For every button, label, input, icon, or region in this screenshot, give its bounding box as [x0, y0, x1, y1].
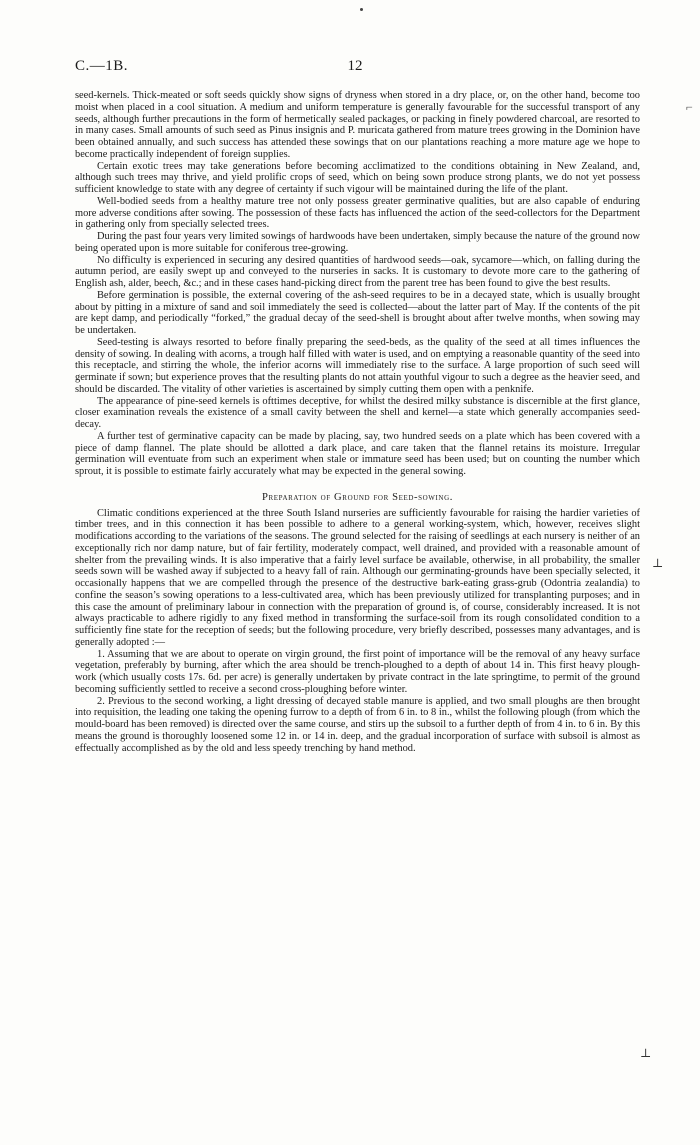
body-text — [75, 90, 640, 754]
margin-mark: ⌐ — [686, 100, 693, 114]
paragraph: No difficulty is experienced in securing any desired quantities of hardwood seeds—oak, sycamore—which, on falling during the autumn period, are easily swept up and conveyed to the nurseries in sacks. It is customary to devote more care to the gathering of English ash, alder, beech, &c.; and in these cases hand-picking direct from the parent tree has been found to give the best results. — [75, 254, 640, 289]
document-reference: C.—1B. — [75, 58, 129, 74]
margin-mark: ⊥ — [652, 556, 664, 570]
paragraph: Before germination is possible, the external covering of the ash-seed requires to be in a decayed state, which is usually brought about by pitting in a mixture of sand and soil immediately the seed is collected—about the latter part of May. If the contents of the pit are kept damp, and periodically “forked,” the gradual decay of the seed-shell is brought about after twelve months, when sowing may be undertaken. — [75, 289, 640, 336]
paragraph: A further test of germinative capacity can be made by placing, say, two hundred seeds on a plate which has been covered with a piece of damp flannel. The plate should be allotted a dark place, and care taken that the flannel retains its moisture. Irregular germination will eventuate from such an experiment when stale or immature seed has been used; but on counting the number which sprout, it is possible to estimate fairly accurately what may be expected in the general sowing. — [75, 430, 640, 477]
paragraph: Seed-testing is always resorted to before finally preparing the seed-beds, as the quality of the seed at all times influences the density of sowing. In dealing with acorns, a trough half filled with water is used, and on emptying a reasonable quantity of the seed into this receptacle, and stirring the whole, the inferior acorns will immediately rise to the surface. A large proportion of such seed will germinate if sown; but experience proves that the resulting plants do not attain youthful vigour to such a degree as the heavier seed, and should be discarded. The vitality of other varieties is ascertained by simply cutting them open with a penknife. — [75, 336, 640, 395]
scan-speck — [360, 8, 363, 11]
paragraph: Climatic conditions experienced at the three South Island nurseries are sufficiently favourable for raising the hardier varieties of timber trees, and in this connection it has been possible to adhere to a general working-system, which, however, receives slight modifications according to the variations of the seasons. The ground selected for the raising of seedlings at each nursery is neither of an exceptionally rich nor damp nature, but of fair fertility, moderately compact, well drained, and provided with a reasonable amount of shelter from the prevailing winds. It is also imperative that a fairly level surface be available, otherwise, in all probability, the smaller seeds sown will be washed away if subjected to a heavy fall of rain. Although our germinating-grounds have been specially selected, it occasionally happens that we are compelled through the presence of the destructive bark-eating grass-grub (Odontria zealandia) to confine the season’s sowing operations to a less-cultivated area, which has been previously utilized for transplanting purposes; and in this case the amount of preliminary labour in connection with the preparation of ground is, of course, considerably increased. It is not always practicable to adhere rigidly to any fixed method in transforming the surface-soil from its rough consolidated condition to a sufficiently fine state for the reception of seeds; but the following procedure, very briefly described, possesses many advantages, and is generally adopted :— — [75, 507, 640, 648]
page-header — [75, 58, 635, 78]
page-number: 12 — [347, 58, 363, 74]
paragraph: Well-bodied seeds from a healthy mature tree not only possess greater germinative qualities, but are also capable of enduring more adverse conditions after sowing. The possession of these facts has influenced the action of the seed-collectors for the Department in gathering only from specially selected trees. — [75, 195, 640, 231]
numbered-paragraph: 1. Assuming that we are about to operate on virgin ground, the first point of importance will be the removal of any heavy surface vegetation, preferably by burning, after which the area should be trench-ploughed to a depth of about 14 in. This first heavy plough-work (which usually costs 17s. 6d. per acre) is generally undertaken by private contract in the late springtime, to permit of the ground becoming sufficiently settled to receive a second cross-ploughing before winter. — [75, 648, 640, 695]
paragraph: Certain exotic trees may take generations before becoming acclimatized to the conditions obtaining in New Zealand, and, although such trees may thrive, and yield prolific crops of seed, which on being sown produce strong plants, we do not yet possess sufficient knowledge to state with any degree of certainty if such vigour will be maintained during the life of the plant. — [75, 160, 640, 195]
margin-mark: ⊥ — [640, 1046, 652, 1060]
paragraph: The appearance of pine-seed kernels is ofttimes deceptive, for whilst the desired milky substance is discernible at the first glance, closer examination reveals the existence of a small cavity between the shell and kernel—a state which generally accompanies seed-decay. — [75, 395, 640, 430]
paragraph: seed-kernels. Thick-meated or soft seeds quickly show signs of dryness when stored in a dry place, or, on the other hand, become too moist when placed in a cool situation. A medium and uniform temperature is generally favourable for the successful transport of any seeds, although further precautions in the form of hermetically sealed packages, or packing in finely powdered charcoal, are resorted to in many cases. Small amounts of such seed as Pinus insignis and P. muricata gathered from mature trees growing in the Dominion have been obtained annually, and such success has attended these sowings that on our plantations reaching a more mature age we hope to become practically independent of foreign supplies. — [75, 90, 640, 160]
section-heading: Preparation of Ground for Seed-sowing. — [262, 491, 453, 503]
numbered-paragraph: 2. Previous to the second working, a light dressing of decayed stable manure is applied, and two small ploughs are then brought into requisition, the leading one taking the opening furrow to a depth of from 6 in. to 8 in., whilst the following plough (from which the mould-board has been removed) is directed over the same course, and stirs up the subsoil to a further depth of from 4 in. to 6 in. By this means the ground is thoroughly loosened some 12 in. or 14 in. deep, and the gradual incorporation of surface with subsoil is almost as effectually accomplished as by the old and less speedy trenching by hand method. — [75, 695, 640, 754]
paragraph: During the past four years very limited sowings of hardwoods have been undertaken, simply because the nature of the ground now being operated upon is more suitable for coniferous tree-growing. — [75, 231, 640, 254]
